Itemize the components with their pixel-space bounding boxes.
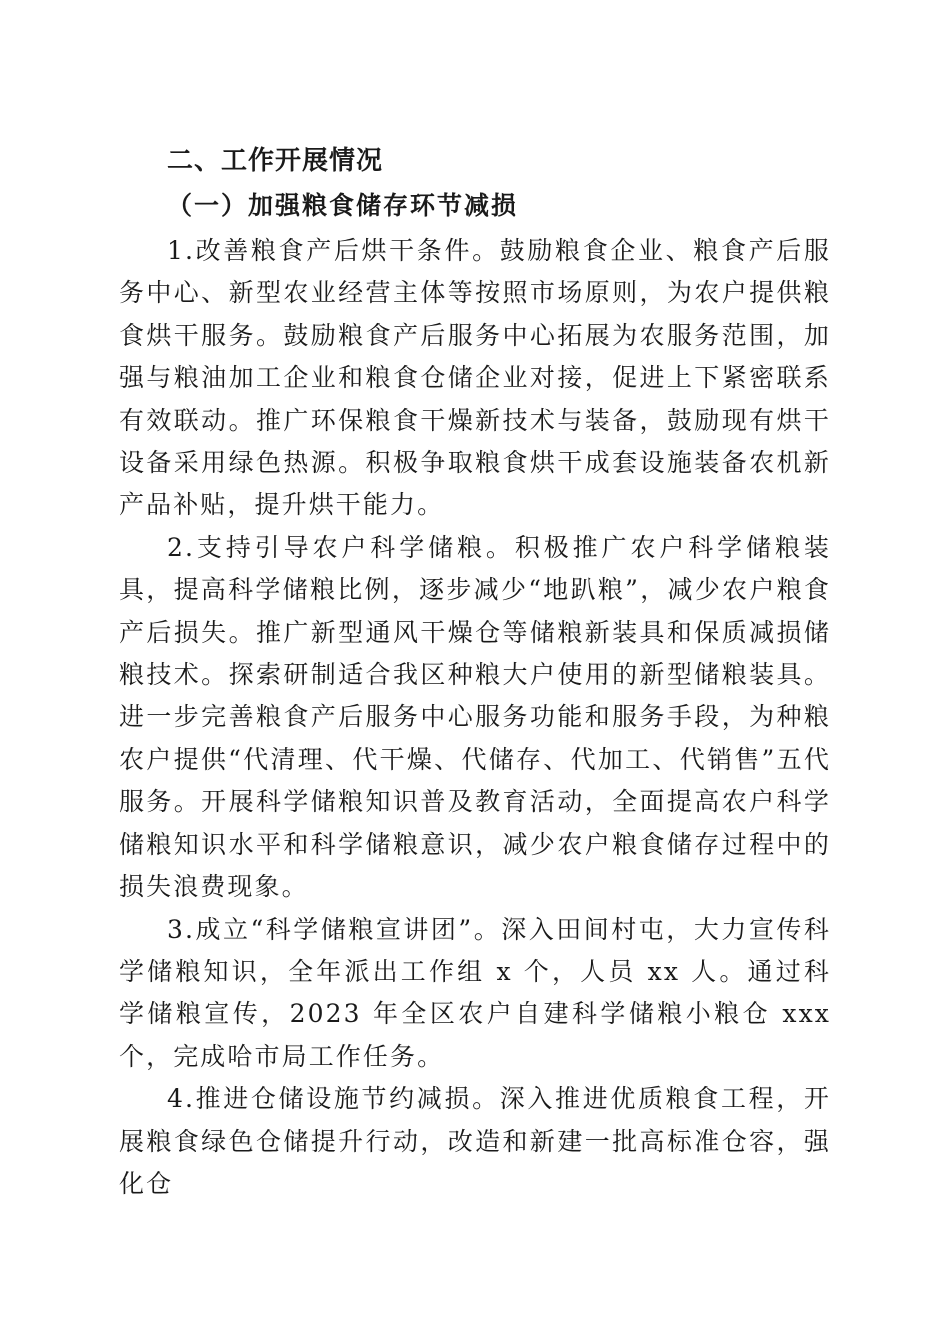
section-heading: 二、工作开展情况 (167, 146, 384, 176)
paragraph-farmer-storage: 2.支持引导农户科学储粮。积极推广农户科学储粮装具，提高科学储粮比例，逐步减少“地趴粮”，减少农户粮食产后损失。推广新型通风干燥仓等储粮新装具和保质减损储粮技术。探索研制适合我区种粮大户使用的新型储粮装具。进一步完善粮食产后服务中心服务功能和服务手段，为种粮农户提供“代清理、代干燥、代储存、代加工、代销售”五代服务。开展科学储粮知识普及教育活动，全面提高农户科学储粮知识水平和科学储粮意识，减少农户粮食储存过程中的损失浪费现象。 (119, 532, 831, 902)
subsection-heading: （一）加强粮食储存环节减损 (167, 191, 519, 220)
document-body (119, 140, 831, 1205)
paragraph-drying: 1.改善粮食产后烘干条件。鼓励粮食企业、粮食产后服务中心、新型农业经营主体等按照市场原则，为农户提供粮食烘干服务。鼓励粮食产后服务中心拓展为农服务范围，加强与粮油加工企业和粮食仓储企业对接，促进上下紧密联系有效联动。推广环保粮食干燥新技术与装备，鼓励现有烘干设备采用绿色热源。积极争取粮食烘干成套设施装备农机新产品补贴，提升烘干能力。 (119, 236, 831, 520)
paragraph-lecture-group: 3.成立“科学储粮宣讲团”。深入田间村屯，大力宣传科学储粮知识，全年派出工作组 x 个，人员 xx 人。通过科学储粮宣传，2023 年全区农户自建科学储粮小粮仓 xxx 个，完成哈市局工作任务。 (119, 914, 831, 1071)
paragraph-storage-facilities: 4.推进仓储设施节约减损。深入推进优质粮食工程，开展粮食绿色仓储提升行动，改造和新建一批高标准仓容，强化仓 (119, 1084, 831, 1198)
